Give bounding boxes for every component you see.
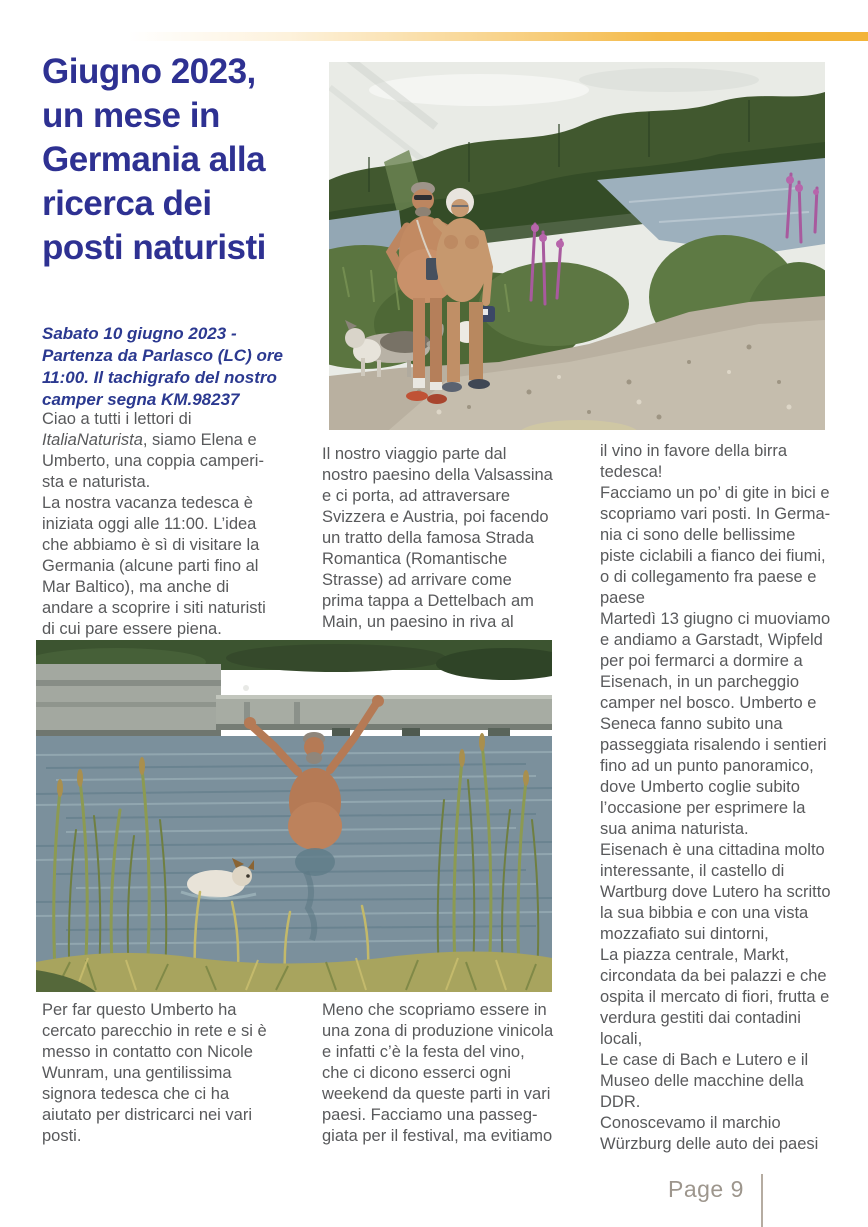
text-line: paesi. Facciamo una passeg-: [322, 1106, 538, 1124]
text-line: circondata da bei palazzi e che: [600, 967, 827, 985]
text-line: passeggiata risalendo i sentieri: [600, 736, 827, 754]
text-line: Eisenach, in un parcheggio: [600, 673, 800, 691]
text-line: Le case di Bach e Lutero e il: [600, 1051, 809, 1069]
text-line: o di collegamento fra paese e: [600, 568, 817, 586]
title-line: Germania alla: [42, 140, 266, 179]
text-line: aiutato per districarci nei vari: [42, 1106, 253, 1124]
text-line: Eisenach è una cittadina molto: [600, 841, 825, 859]
text-line: Ciao a tutti i lettori di: [42, 410, 192, 428]
text-line: posti.: [42, 1127, 82, 1145]
text-line: Main, un paesino in riva al: [322, 613, 514, 631]
text-line: weekend da queste parti in vari: [322, 1085, 551, 1103]
footer-rule: [761, 1174, 763, 1227]
text-line: il vino in favore della birra: [600, 442, 788, 460]
text-line: una zona di produzione vinicola: [322, 1022, 554, 1040]
title-line: posti naturisti: [42, 228, 266, 267]
text-line: cercato parecchio in rete e si è: [42, 1022, 267, 1040]
text-line: Il nostro viaggio parte dal: [322, 445, 507, 463]
text-line: che ci dicono esserci ogni: [322, 1064, 511, 1082]
text-line: prima tappa a Dettelbach am: [322, 592, 534, 610]
text-line: Umberto, una coppia camperi-: [42, 452, 264, 470]
text-line: camper nel bosco. Umberto e: [600, 694, 817, 712]
text-line: paese: [600, 589, 645, 607]
lede-line: camper segna KM.98237: [42, 390, 240, 409]
text-line: per poi fermarci a dormire a: [600, 652, 803, 670]
text-line: giata per il festival, ma evitiamo: [322, 1127, 553, 1145]
column-bottom-left: [42, 1000, 314, 1147]
text-line: sta e naturista.: [42, 473, 151, 491]
text-line: Wartburg dove Lutero ha scritto: [600, 883, 831, 901]
photo-couple-at-lake: [329, 62, 825, 430]
title-line: un mese in: [42, 96, 220, 135]
text-line: Strasse) ad arrivare come: [322, 571, 512, 589]
text-line: Svizzera e Austria, poi facendo: [322, 508, 549, 526]
text-line: sua anima naturista.: [600, 820, 749, 838]
lede-line: 11:00. Il tachigrafo del nostro: [42, 368, 277, 387]
text-line: messo in contatto con Nicole: [42, 1043, 253, 1061]
text-line: tedesca!: [600, 463, 663, 481]
text-line: e ci porta, ad attraversare: [322, 487, 511, 505]
lede-line: Sabato 10 giugno 2023 -: [42, 324, 237, 343]
magazine-name: ItaliaNaturista: [42, 431, 143, 449]
text-line: Per far questo Umberto ha: [42, 1001, 237, 1019]
text-line: che abbiamo è sì di visitare la: [42, 536, 260, 554]
article-title: [42, 50, 327, 270]
text-line: [42, 430, 314, 451]
text-line: Germania (alcune parti fino al: [42, 557, 259, 575]
text-line: mozzafiato sui dintorni,: [600, 925, 769, 943]
text-line: un tratto della famosa Strada: [322, 529, 534, 547]
text-line: ospita il mercato di fiori, frutta e: [600, 988, 830, 1006]
text-line: nostro paesino della Valsassina: [322, 466, 553, 484]
title-line: Giugno 2023,: [42, 52, 256, 91]
top-accent-bar: [128, 32, 868, 41]
column-right: [600, 441, 868, 1155]
column-intro-body: [42, 409, 314, 640]
text-line: Seneca fanno subito una: [600, 715, 783, 733]
text-after-magazine-name: , siamo Elena e: [142, 431, 257, 449]
page-number: Page 9: [668, 1176, 744, 1202]
text-line: e infatti c’è la festa del vino,: [322, 1043, 525, 1061]
text-line: nia ci sono delle bellissime: [600, 526, 796, 544]
text-line: Meno che scopriamo essere in: [322, 1001, 547, 1019]
lede-line: Partenza da Parlasco (LC) ore: [42, 346, 283, 365]
text-line: andare a scoprire i siti naturisti: [42, 599, 266, 617]
text-line: interessante, il castello di: [600, 862, 785, 880]
article-lede: [42, 323, 322, 411]
text-line: e andiamo a Garstadt, Wipfeld: [600, 631, 823, 649]
text-line: Museo delle macchine della: [600, 1072, 804, 1090]
column-middle: [322, 444, 594, 633]
text-line: piste ciclabili a fianco dei fiumi,: [600, 547, 826, 565]
text-line: iniziata oggi alle 11:00. L’idea: [42, 515, 257, 533]
text-line: Romantica (Romantische: [322, 550, 508, 568]
text-line: dove Umberto coglie subito: [600, 778, 800, 796]
text-line: locali,: [600, 1030, 643, 1048]
text-line: La nostra vacanza tedesca è: [42, 494, 253, 512]
text-line: Conoscevamo il marchio: [600, 1114, 781, 1132]
photo-man-bathing-lake: [36, 640, 552, 992]
title-line: ricerca dei: [42, 184, 212, 223]
text-line: DDR.: [600, 1093, 641, 1111]
intro-body-lines: [42, 451, 314, 640]
text-line: l’occasione per esprimere la: [600, 799, 806, 817]
text-line: Mar Baltico), ma anche di: [42, 578, 230, 596]
text-line: Martedì 13 giugno ci muoviamo: [600, 610, 831, 628]
text-line: di cui pare essere piena.: [42, 620, 222, 638]
text-line: signora tedesca che ci ha: [42, 1085, 230, 1103]
column-bottom-middle: [322, 1000, 594, 1147]
text-line: verdura gestiti dai contadini: [600, 1009, 801, 1027]
text-line: la sua bibbia e con una vista: [600, 904, 809, 922]
text-line: fino ad un punto panoramico,: [600, 757, 814, 775]
text-line: Wunram, una gentilissima: [42, 1064, 232, 1082]
text-line: Würzburg delle auto dei paesi: [600, 1135, 819, 1153]
text-line: scopriamo vari posti. In Germa-: [600, 505, 831, 523]
text-line: La piazza centrale, Markt,: [600, 946, 789, 964]
text-line: Facciamo un po’ di gite in bici e: [600, 484, 830, 502]
